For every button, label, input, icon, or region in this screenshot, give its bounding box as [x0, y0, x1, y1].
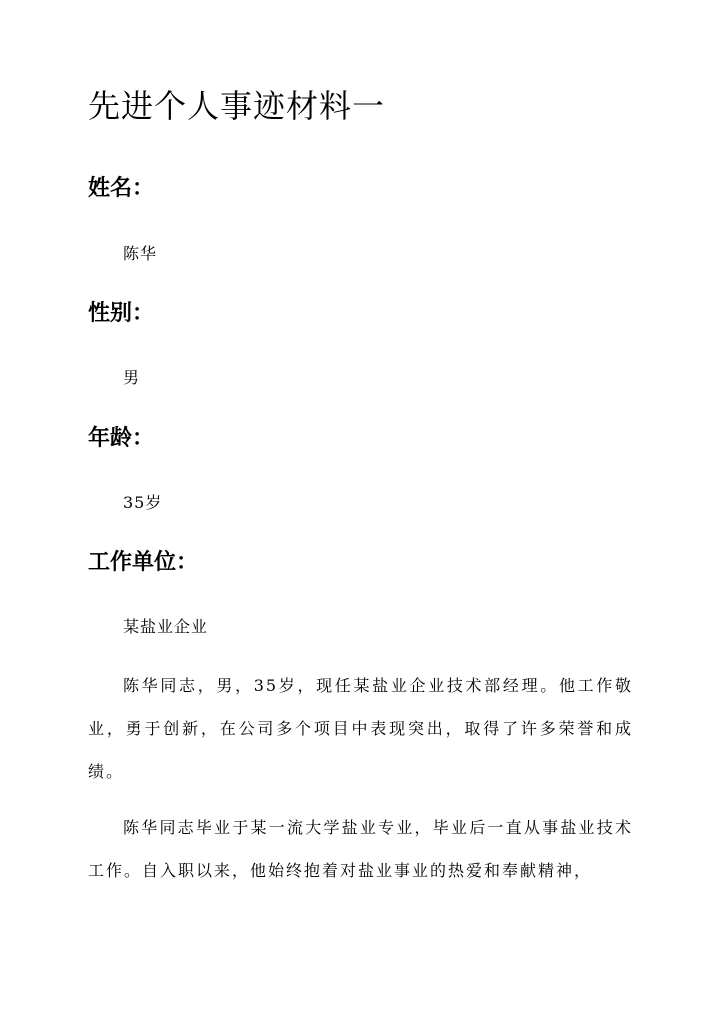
body-paragraph-1: 陈华同志，男，35岁，现任某盐业企业技术部经理。他工作敬业，勇于创新，在公司多个项目中表现突出，取得了许多荣誉和成绩。 — [88, 676, 633, 781]
body-paragraph-2: 陈华同志毕业于某一流大学盐业专业，毕业后一直从事盐业技术工作。自入职以来，他始终抱着对盐业事业的热爱和奉献精神， — [88, 818, 633, 880]
field-label-gender: 性别： — [88, 301, 155, 326]
field-label-workplace: 工作单位： — [88, 550, 199, 575]
field-value-gender: 男 — [123, 368, 141, 387]
field-label-age: 年龄： — [88, 426, 155, 451]
field-value-name: 陈华 — [123, 244, 158, 263]
field-value-workplace: 某盐业企业 — [123, 617, 209, 636]
document-title: 先进个人事迹材料一 — [88, 87, 386, 125]
field-label-name: 姓名： — [88, 176, 155, 201]
field-value-age: 35岁 — [123, 493, 163, 512]
